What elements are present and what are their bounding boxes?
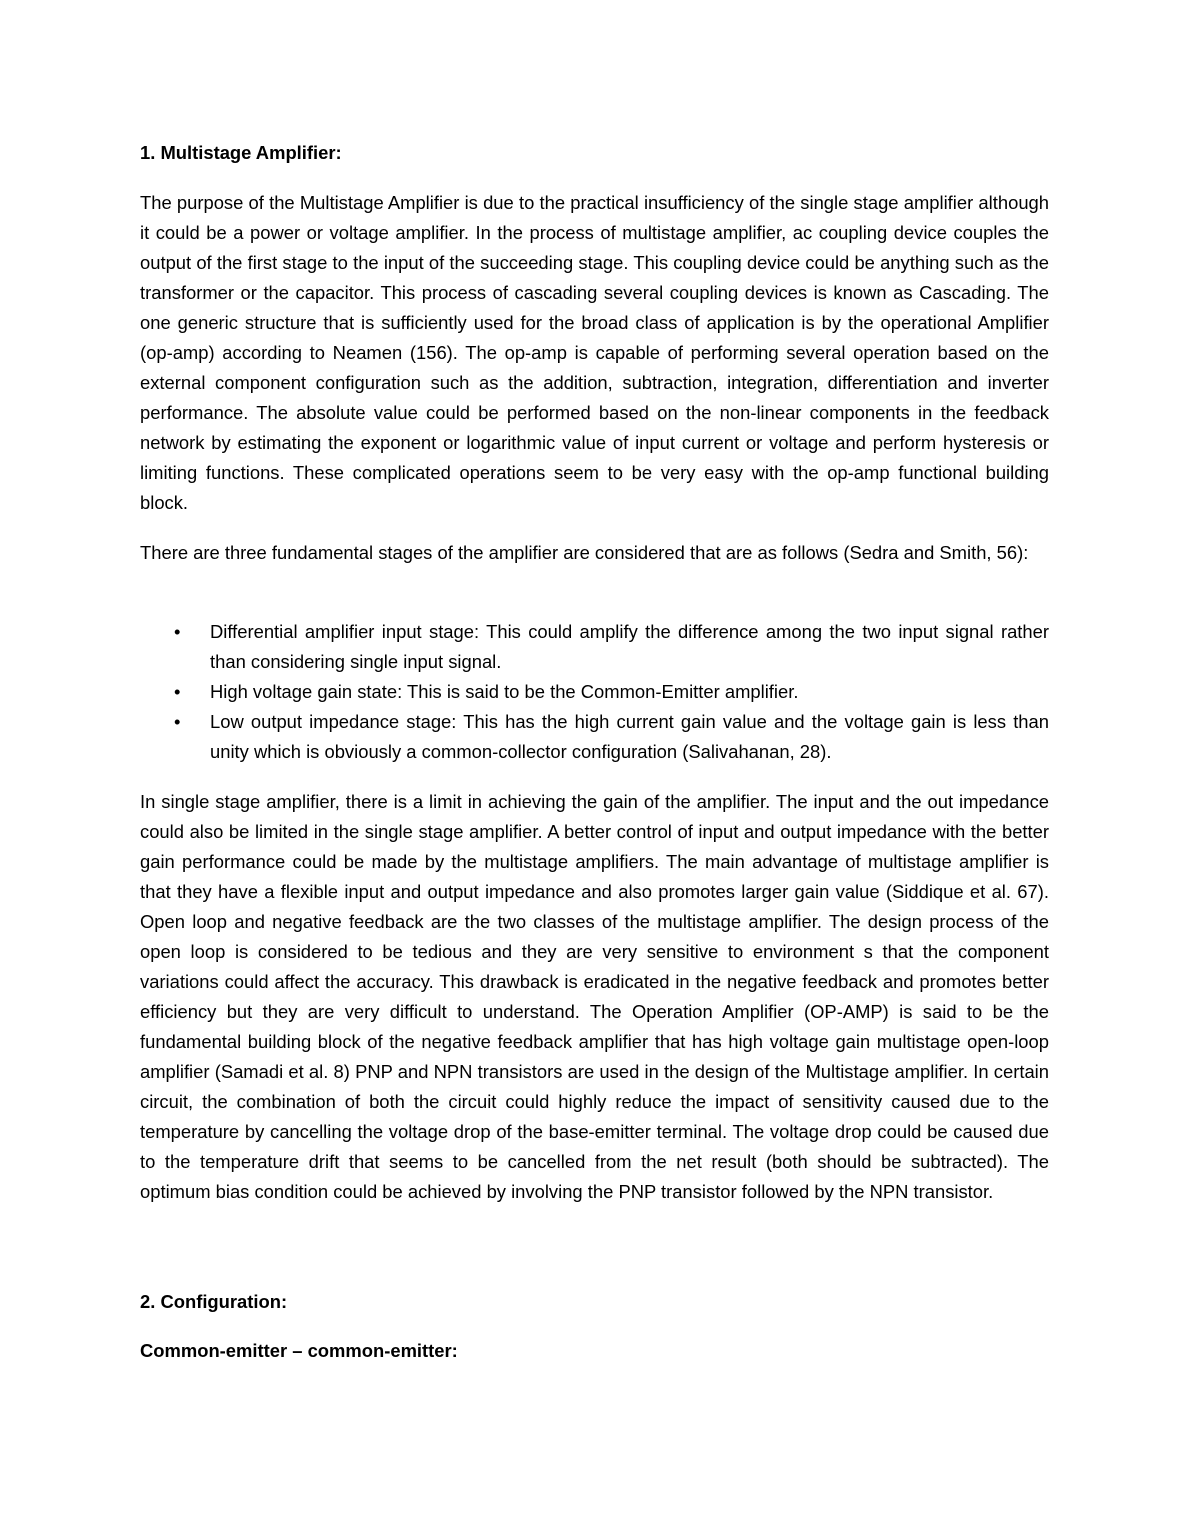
section-heading-configuration: 2. Configuration: [140, 1291, 288, 1312]
subheading-common-emitter: Common-emitter – common-emitter: [140, 1340, 458, 1361]
stages-list [140, 617, 1049, 767]
paragraph-fundamental-stages: There are three fundamental stages of the amplifier are considered that are as follows (Sedra and Smith, 56): [140, 542, 1029, 563]
list-item [140, 707, 1049, 767]
bullet-icon: • [174, 681, 181, 702]
paragraph-purpose: The purpose of the Multistage Amplifier is due to the practical insufficiency of the single stage amplifier although it could be a power or voltage amplifier. In the process of multistage amplifier, ac coupling device couples the output of the first stage to the input of the succeeding stage. This coupling device could be anything such as the transformer or the capacitor. This process of cascading several coupling devices is known as Cascading. The one generic structure that is sufficiently used for the broad class of application is by the operational Amplifier (op-amp) according to Neamen (156). The op-amp is capable of performing several operation based on the external component configuration such as the addition, subtraction, integration, differentiation and inverter performance. The absolute value could be performed based on the non-linear components in the feedback network by estimating the exponent or logarithmic value of input current or voltage and perform hysteresis or limiting functions. These complicated operations seem to be very easy with the op-amp functional building block. [140, 192, 1049, 513]
list-item-text: Low output impedance stage: This has the high current gain value and the voltage gain is less than unity which is obviously a common-collector configuration (Salivahanan, 28). [210, 711, 1049, 762]
bullet-icon: • [174, 711, 181, 732]
list-item [140, 677, 1049, 707]
section-heading-multistage-amplifier: 1. Multistage Amplifier: [140, 142, 342, 163]
list-item-text: Differential amplifier input stage: This could amplify the difference among the two input signal rather than considering single input signal. [210, 621, 1049, 672]
paragraph-single-stage-limits: In single stage amplifier, there is a limit in achieving the gain of the amplifier. The input and the out impedance could also be limited in the single stage amplifier. A better control of input and output impedance with the better gain performance could be made by the multistage amplifiers. The main advantage of multistage amplifier is that they have a flexible input and output impedance and also promotes larger gain value (Siddique et al. 67). Open loop and negative feedback are the two classes of the multistage amplifier. The design process of the open loop is considered to be tedious and they are very sensitive to environment s that the component variations could affect the accuracy. This drawback is eradicated in the negative feedback and promotes better efficiency but they are very difficult to understand. The Operation Amplifier (OP-AMP) is said to be the fundamental building block of the negative feedback amplifier that has high voltage gain multistage open-loop amplifier (Samadi et al. 8) PNP and NPN transistors are used in the design of the Multistage amplifier. In certain circuit, the combination of both the circuit could highly reduce the impact of sensitivity caused due to the temperature by cancelling the voltage drop of the base-emitter terminal. The voltage drop could be caused due to the temperature drift that seems to be cancelled from the net result (both should be subtracted). The optimum bias condition could be achieved by involving the PNP transistor followed by the NPN transistor. [140, 791, 1049, 1202]
list-item [140, 617, 1049, 677]
bullet-icon: • [174, 621, 181, 642]
list-item-text: High voltage gain state: This is said to be the Common-Emitter amplifier. [210, 681, 799, 702]
